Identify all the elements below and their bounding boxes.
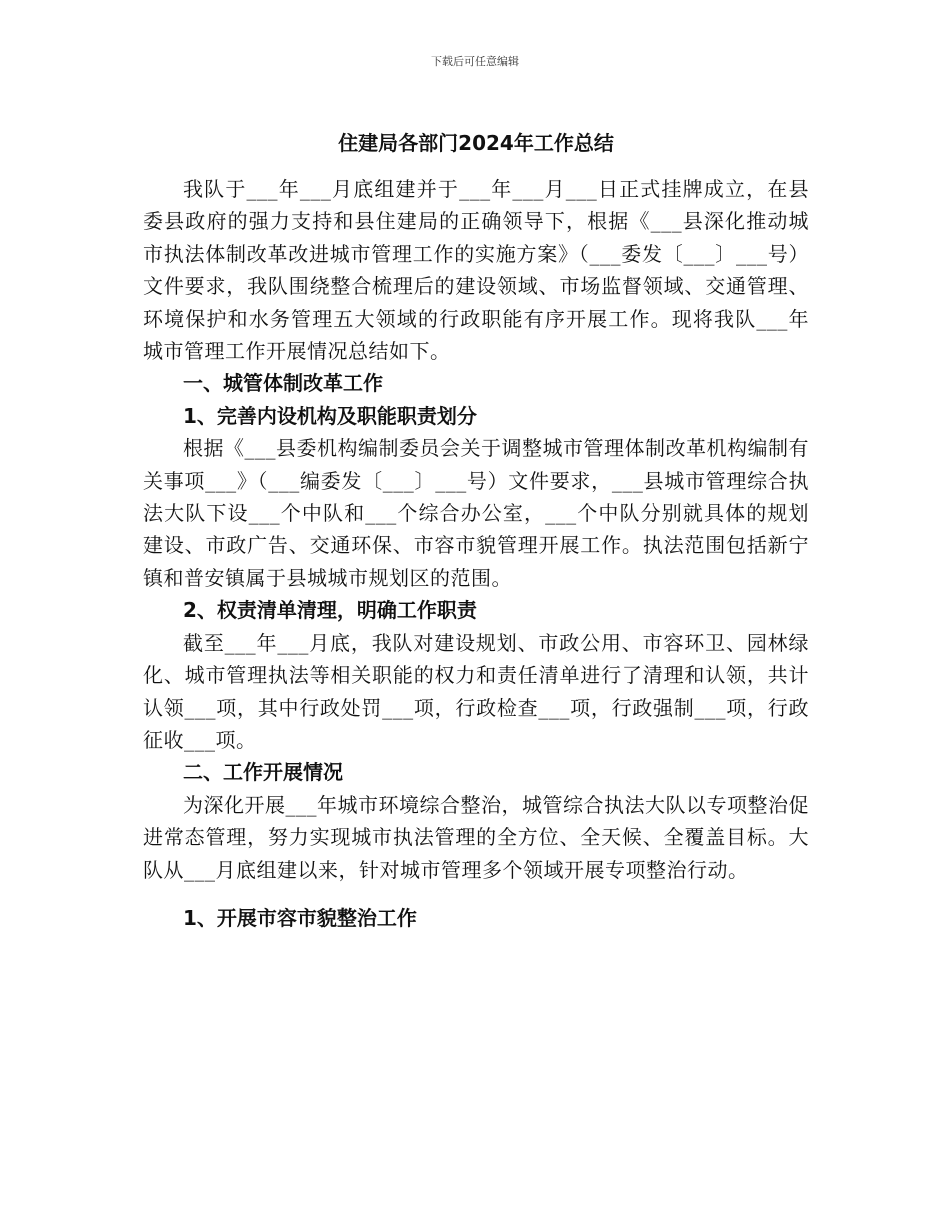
section-heading-2: 二、工作开展情况 bbox=[183, 760, 343, 785]
intro-paragraph: 我队于___年___月底组建并于___年___月___日正式挂牌成立，在县委县政府的强力支持和县住建局的正确领导下，根据《___县深化推动城市执法体制改革改进城市管理工作的实施方案》（___委发〔___〕___号）文件要求，我队围绕整合梳理后的建设领域、市场监督领域、交通管理、环境保护和水务管理五大领域的行政职能有序开展工作。现将我队___年城市管理工作开展情况总结如下。 bbox=[143, 177, 809, 364]
subsection-heading-2-1: 1、开展市容市貌整治工作 bbox=[183, 905, 417, 930]
section-heading-1: 一、城管体制改革工作 bbox=[183, 371, 383, 396]
paragraph-1-1: 根据《___县委机构编制委员会关于调整城市管理体制改革机构编制有关事项___》（___编委发〔___〕___号）文件要求，___县城市管理综合执法大队下设___个中队和___个综合办公室，___个中队分别就具体的规划建设、市政广告、交通环保、市容市貌管理开展工作。执法范围包括新宁镇和普安镇属于县城城市规划区的范围。 bbox=[143, 436, 809, 590]
paragraph-2: 为深化开展___年城市环境综合整治，城管综合执法大队以专项整治促进常态管理，努力实现城市执法管理的全方位、全天候、全覆盖目标。大队从___月底组建以来，针对城市管理多个领域开展专项整治行动。 bbox=[143, 792, 809, 882]
document-title: 住建局各部门2024年工作总结 bbox=[338, 131, 614, 155]
subsection-heading-1-2: 2、权责清单清理，明确工作职责 bbox=[183, 598, 477, 623]
paragraph-1-2: 截至___年___月底，我队对建设规划、市政公用、市容环卫、园林绿化、城市管理执法等相关职能的权力和责任清单进行了清理和认领，共计认领___项，其中行政处罚___项，行政检查___项，行政强制___项，行政征收___项。 bbox=[143, 630, 809, 752]
document-body bbox=[143, 130, 809, 934]
page-header-note: 下载后可任意编辑 bbox=[431, 55, 519, 68]
subsection-heading-1-1: 1、完善内设机构及职能职责划分 bbox=[183, 403, 477, 428]
